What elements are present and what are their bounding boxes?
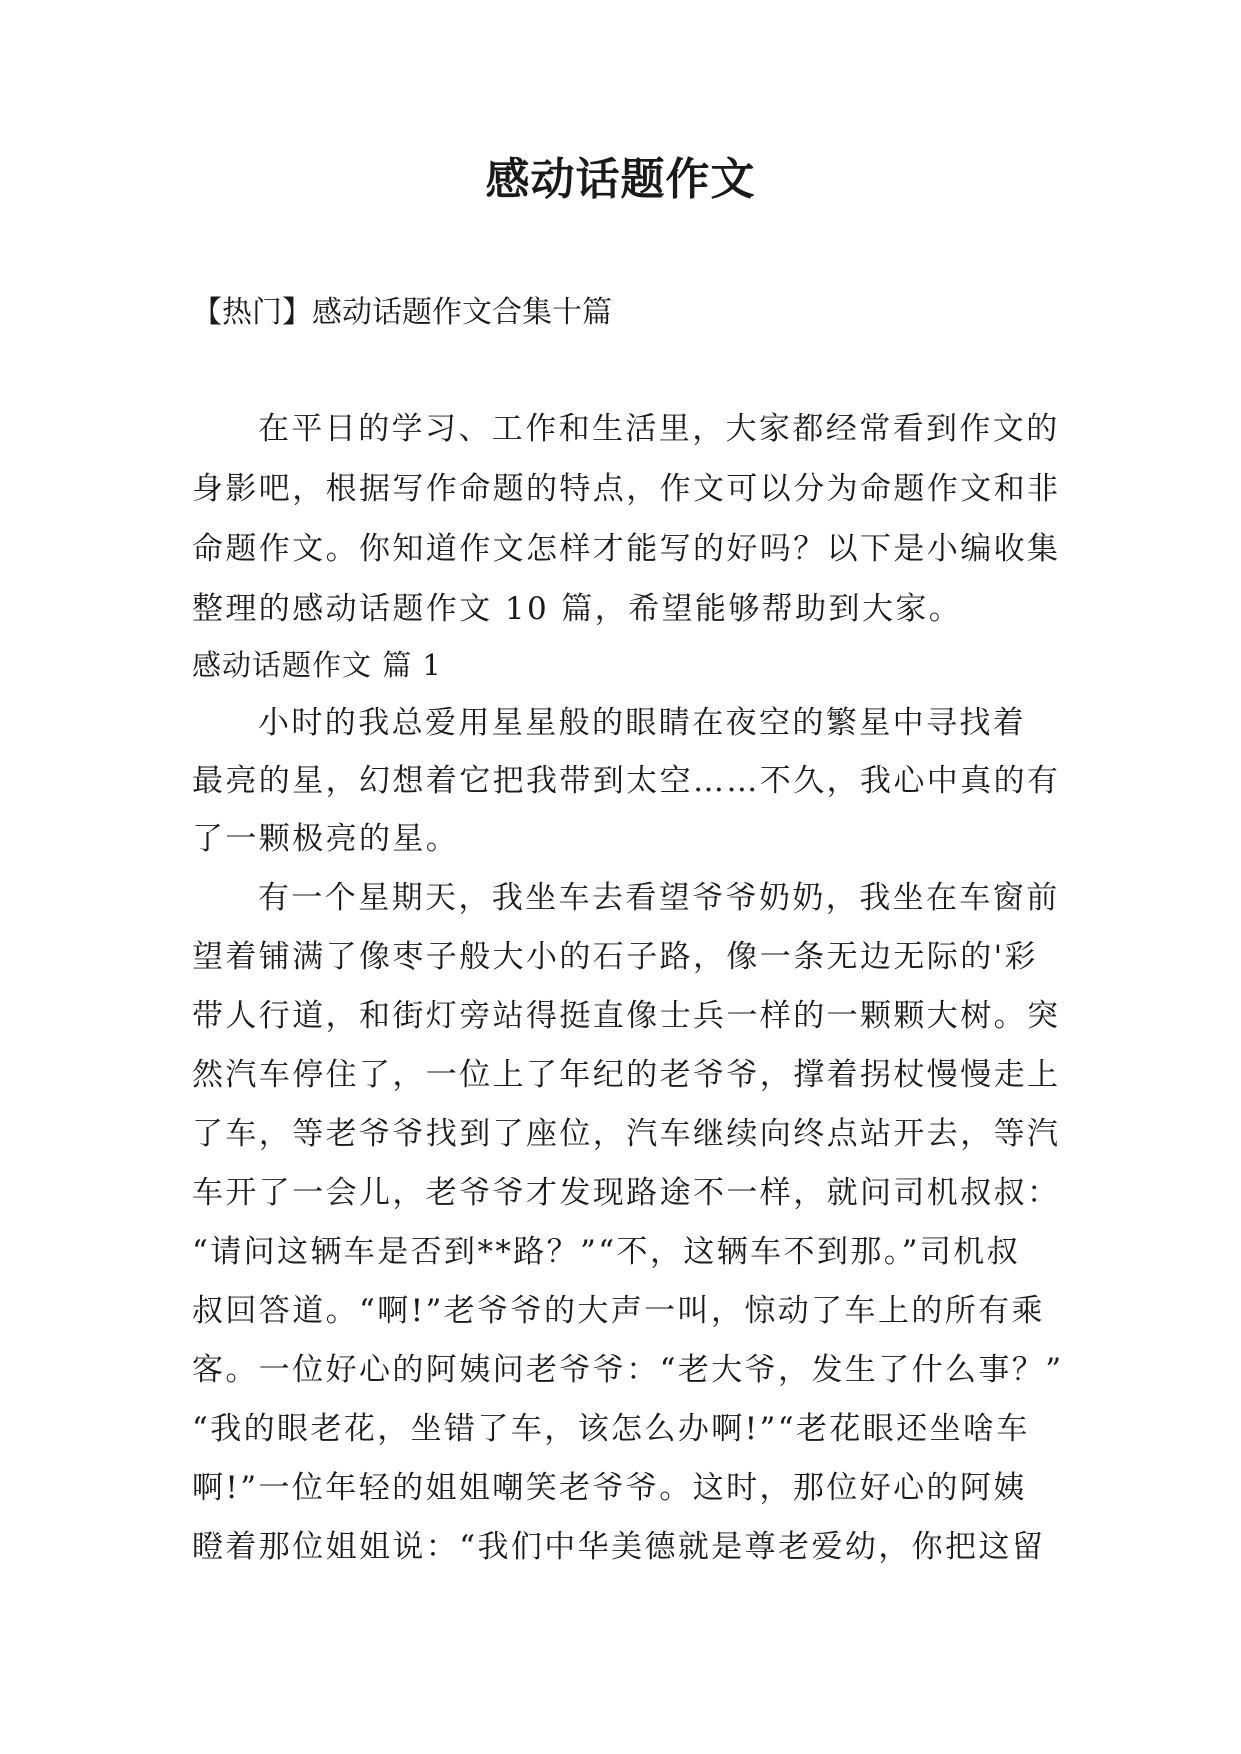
paragraph-line: 瞪着那位姐姐说：“我们中华美德就是尊老爱幼，你把这留 [192, 1529, 1046, 1565]
paragraph-line: 然汽车停住了，一位上了年纪的老爷爷，撑着拐杖慢慢走上 [192, 1057, 1061, 1093]
intro-line: 身影吧，根据写作命题的特点，作文可以分为命题作文和非 [192, 471, 1061, 507]
paragraph-line: “请问这辆车是否到**路？”“不，这辆车不到那。”司机叔 [192, 1234, 1021, 1270]
intro-line: 在平日的学习、工作和生活里，大家都经常看到作文的 [258, 411, 1060, 447]
paragraph-line: 了车，等老爷爷找到了座位，汽车继续向终点站开去，等汽 [192, 1116, 1061, 1152]
section-heading: 感动话题作文 篇 1 [192, 648, 442, 682]
paragraph-line: 了一颗极亮的星。 [192, 821, 460, 857]
paragraph-line: 望着铺满了像枣子般大小的石子路，像一条无边无际的'彩 [192, 939, 1038, 975]
intro-line: 整理的感动话题作文 10 篇，希望能够帮助到大家。 [192, 591, 963, 627]
paragraph-line: “我的眼老花，坐错了车，该怎么办啊!”“老花眼还坐啥车 [192, 1411, 1030, 1447]
paragraph-line: 带人行道，和街灯旁站得挺直像士兵一样的一颗颗大树。突 [192, 998, 1061, 1034]
paragraph-line: 叔回答道。“啊!”老爷爷的大声一叫，惊动了车上的所有乘 [192, 1293, 1045, 1329]
document-title: 感动话题作文 [485, 154, 756, 205]
paragraph-line: 小时的我总爱用星星般的眼睛在夜空的繁星中寻找着 [258, 705, 1027, 741]
paragraph-line: 最亮的星，幻想着它把我带到太空……不久，我心中真的有 [192, 763, 1061, 799]
document-subtitle: 【热门】感动话题作文合集十篇 [192, 295, 612, 330]
paragraph-line: 啊!”一位年轻的姐姐嘲笑老爷爷。这时，那位好心的阿姨 [192, 1470, 1027, 1506]
paragraph-line: 客。一位好心的阿姨问老爷爷：“老大爷，发生了什么事？” [192, 1352, 1064, 1388]
paragraph-line: 有一个星期天，我坐车去看望爷爷奶奶，我坐在车窗前 [258, 880, 1060, 916]
paragraph-line: 车开了一会儿，老爷爷才发现路途不一样，就问司机叔叔： [192, 1175, 1061, 1211]
intro-line: 命题作文。你知道作文怎样才能写的好吗？以下是小编收集 [192, 531, 1061, 567]
